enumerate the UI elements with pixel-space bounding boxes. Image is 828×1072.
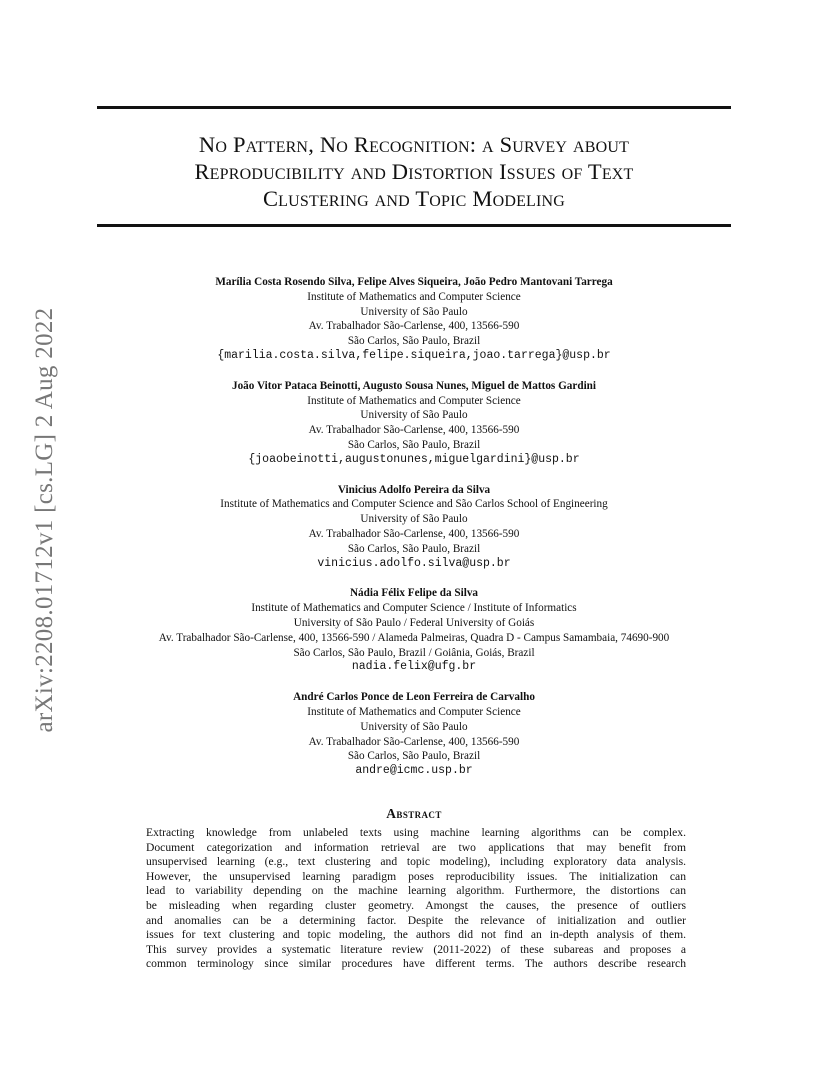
affiliation-line: São Carlos, São Paulo, Brazil xyxy=(347,542,481,555)
author-group xyxy=(0,379,828,468)
affiliation-line: Av. Trabalhador São-Carlense, 400, 13566-590 xyxy=(308,527,520,540)
affiliation-line: São Carlos, São Paulo, Brazil / Goiânia, Goiás, Brazil xyxy=(293,646,535,659)
affiliation-line: Av. Trabalhador São-Carlense, 400, 13566-590 / Alameda Palmeiras, Quadra D - Campus Samambaia, 74690-900 xyxy=(158,631,670,644)
affiliation-line: São Carlos, São Paulo, Brazil xyxy=(347,750,481,763)
abstract-line: lead to variability depending on the machine learning algorithm. Furthermore, the distortions can xyxy=(146,884,686,898)
author-names: Marília Costa Rosendo Silva, Felipe Alves Siqueira, João Pedro Mantovani Tarrega xyxy=(215,276,613,288)
paper-title xyxy=(97,131,731,212)
author-email: nadia.felix@ufg.br xyxy=(351,660,477,674)
author-group xyxy=(0,483,828,572)
author-email: {marilia.costa.silva,felipe.siqueira,joao.tarrega}@usp.br xyxy=(217,348,611,362)
affiliation-line: Av. Trabalhador São-Carlense, 400, 13566-590 xyxy=(308,320,520,333)
affiliation-line: University of São Paulo xyxy=(360,305,468,318)
abstract-line: unsupervised learning (e.g., text clustering and topic modeling), including exploratory data analysis. xyxy=(146,855,686,869)
author-names: João Vitor Pataca Beinotti, Augusto Sousa Nunes, Miguel de Mattos Gardini xyxy=(231,379,597,392)
author-names: André Carlos Ponce de Leon Ferreira de Carvalho xyxy=(293,691,535,704)
abstract-line: common terminology since similar procedures have different terms. The authors describe research xyxy=(146,957,686,971)
affiliation-line: São Carlos, São Paulo, Brazil xyxy=(347,335,481,348)
affiliation-line: Av. Trabalhador São-Carlense, 400, 13566-590 xyxy=(308,735,520,748)
affiliation-line: Institute of Mathematics and Computer Science xyxy=(307,705,521,718)
affiliation-line: University of São Paulo xyxy=(360,409,468,422)
title-bottom-rule xyxy=(97,224,731,227)
abstract-heading: Abstract xyxy=(386,806,442,821)
author-group xyxy=(0,690,828,779)
affiliation-line: Institute of Mathematics and Computer Science xyxy=(307,290,521,303)
author-names: Vinicius Adolfo Pereira da Silva xyxy=(337,483,491,496)
abstract-line: However, the unsupervised learning paradigm poses reproducibility issues. The initialization can xyxy=(146,869,686,883)
abstract-body xyxy=(146,826,686,972)
abstract-line: and anomalies can be a determining factor. Despite the relevance of initialization and outlier xyxy=(146,913,686,927)
abstract-line: This survey provides a systematic literature review (2011-2022) of these subareas and proposes a xyxy=(146,942,686,956)
author-names: Nádia Félix Felipe da Silva xyxy=(349,587,479,600)
author-group xyxy=(0,586,828,675)
author-group xyxy=(0,275,828,364)
affiliation-line: Av. Trabalhador São-Carlense, 400, 13566-590 xyxy=(308,424,520,437)
affiliation-line: Institute of Mathematics and Computer Science xyxy=(307,394,521,407)
affiliation-line: Institute of Mathematics and Computer Science and São Carlos School of Engineering xyxy=(220,498,608,511)
author-block xyxy=(0,275,828,794)
affiliation-line: Institute of Mathematics and Computer Science / Institute of Informatics xyxy=(251,602,577,615)
title-line: Clustering and Topic Modeling xyxy=(262,186,566,211)
title-line: No Pattern, No Recognition: a Survey about xyxy=(198,132,630,157)
arxiv-stamp: arXiv:2208.01712v1 [cs.LG] 2 Aug 2022 xyxy=(31,307,58,733)
affiliation-line: University of São Paulo xyxy=(360,720,468,733)
author-email: vinicius.adolfo.silva@usp.br xyxy=(317,556,511,570)
affiliation-line: University of São Paulo / Federal University of Goiás xyxy=(293,616,535,629)
author-email: andre@icmc.usp.br xyxy=(355,764,473,778)
affiliation-line: University of São Paulo xyxy=(360,513,468,526)
affiliation-line: São Carlos, São Paulo, Brazil xyxy=(347,438,481,451)
author-email: {joaobeinotti,augustonunes,miguelgardini}@usp.br xyxy=(248,452,580,466)
abstract-line: Extracting knowledge from unlabeled texts using machine learning algorithms can be complex. xyxy=(146,826,686,839)
abstract-line: Document categorization and information retrieval are two applications that may benefit from xyxy=(146,840,686,854)
abstract-line: issues for text clustering and topic modeling, the authors did not find an in-depth analysis of them. xyxy=(146,928,686,942)
title-line: Reproducibility and Distortion Issues of Text xyxy=(194,159,634,184)
title-top-rule xyxy=(97,106,731,109)
abstract-line: be misleading when regarding cluster geometry. Amongst the causes, the presence of outliers xyxy=(146,898,686,912)
